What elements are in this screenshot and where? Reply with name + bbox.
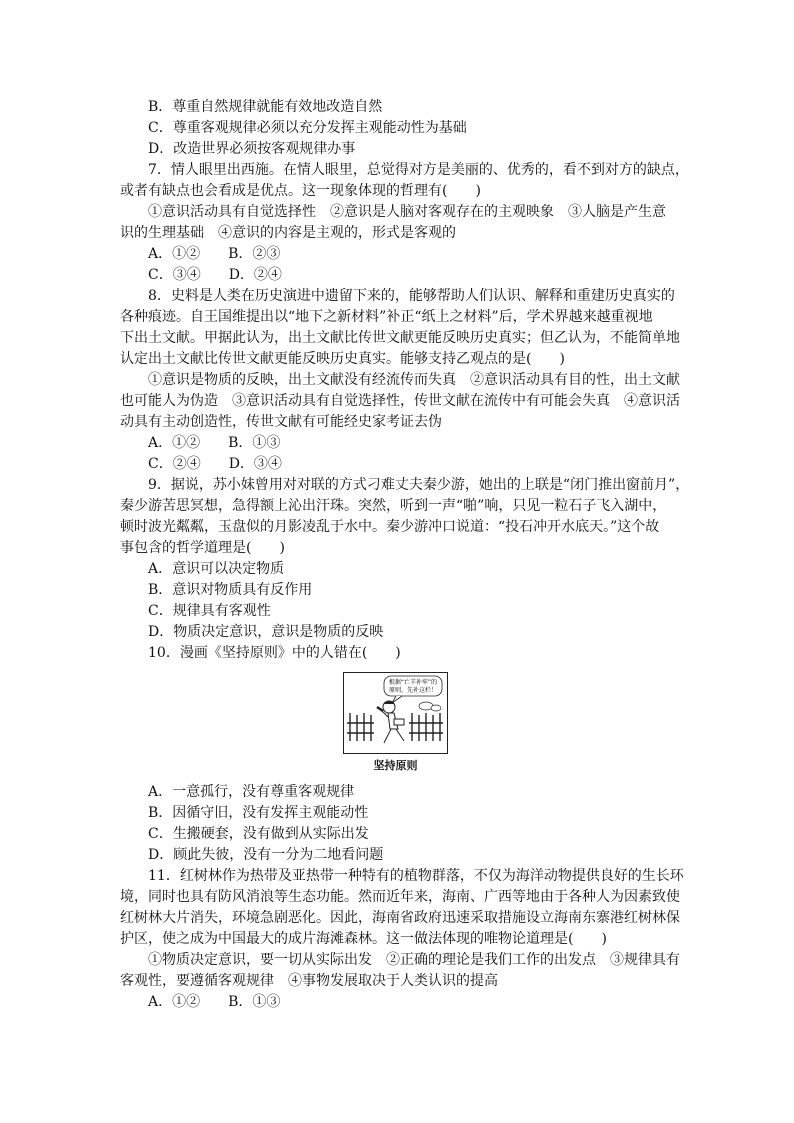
- q7-statement-line: ①意识活动具有自觉选择性 ②意识是人脑对客观存在的主观映象 ③人脑是产生意: [148, 204, 666, 220]
- man-figure: [377, 701, 404, 743]
- q7-stem-line: 7．情人眼里出西施。在情人眼里，总觉得对方是美丽的、优秀的，看不到对方的缺点，: [148, 162, 689, 178]
- q11-stem-line: 护区，使之成为中国最大的成片海滩森林。这一做法体现的唯物论道理是( ): [120, 931, 607, 947]
- q10-option-a: A．一意孤行，没有尊重客观规律: [148, 784, 355, 800]
- q10-option-b: B．因循守旧，没有发挥主观能动性: [148, 805, 369, 821]
- q8-statement-line: 也可能人为伪造 ③意识活动具有自觉选择性，传世文献在流传中有可能会失真 ④意识活: [120, 393, 680, 409]
- q10-option-d: D．顾此失彼，没有一分为二地看问题: [148, 847, 384, 863]
- q11-statement-line: ①物质决定意识，要一切从实际出发 ②正确的理论是我们工作的出发点 ③规律具有: [148, 952, 680, 968]
- q9-stem-line: 秦少游苦思冥想，急得额上沁出汗珠。突然，听到一声“啪”响，只见一粒石子飞入湖中，: [120, 498, 667, 514]
- q9-option-c: C．规律具有客观性: [148, 603, 271, 619]
- q6-option-c: C．尊重客观规律必须以充分发挥主观能动性为基础: [148, 120, 467, 136]
- q8-options-cd: C．②④ D．③④: [148, 456, 282, 472]
- q7-stem-line: 或者有缺点也会看成是优点。这一现象体现的哲理有( ): [120, 183, 481, 199]
- q10-option-c: C．生搬硬套，没有做到从实际出发: [148, 826, 369, 842]
- speech-text-line: 根据“亡羊补牢”的: [388, 679, 438, 686]
- q11-statement-line: 客观性，要遵循客观规律 ④事物发展取决于人类认识的提高: [120, 973, 498, 989]
- q7-options-cd: C．③④ D．②④: [148, 267, 282, 283]
- q9-stem-line: 9．据说，苏小妹曾用对对联的方式刁难丈夫秦少游，她出的上联是“闭门推出窗前月”，: [148, 477, 690, 493]
- q9-option-a: A．意识可以决定物质: [148, 561, 285, 577]
- q9-option-d: D．物质决定意识，意识是物质的反映: [148, 624, 384, 640]
- q11-options-ab: A．①② B．①③: [148, 994, 281, 1010]
- q9-option-b: B．意识对物质具有反作用: [148, 582, 313, 598]
- q8-statement-line: 动具有主动创造性，传世文献有可能经史家考证去伪: [120, 414, 442, 430]
- q8-stem-line: 8．史料是人类在历史演进中遗留下来的，能够帮助人们认识、解释和重建历史真实的: [148, 288, 675, 304]
- q8-stem-line: 各种痕迹。自王国维提出以“地下之新材料”补正“纸上之材料”后，学术界越来越重视地: [120, 309, 653, 325]
- q8-statement-line: ①意识是物质的反映，出土文献没有经流传而失真 ②意识活动具有目的性，出土文献: [148, 372, 680, 388]
- q9-stem-line: 事包含的哲学道理是( ): [120, 540, 285, 556]
- sheep: [419, 702, 441, 711]
- q7-options-ab: A．①② B．②③: [148, 246, 281, 262]
- cartoon-caption: 坚持原则: [373, 759, 418, 772]
- q6-option-b: B．尊重自然规律就能有效地改造自然: [148, 99, 383, 115]
- speech-text-line: 原则，先补这栏！: [388, 687, 438, 694]
- q7-statement-line: 识的生理基础 ④意识的内容是主观的，形式是客观的: [120, 225, 456, 241]
- q6-option-d: D．改造世界必须按客观规律办事: [148, 141, 356, 157]
- cartoon-drawing: [344, 673, 446, 752]
- cartoon-image: [343, 672, 448, 754]
- q10-stem: 10．漫画《坚持原则》中的人错在( ): [148, 645, 401, 661]
- q11-stem-line: 红树林大片消失，环境急剧恶化。因此，海南省政府迅速采取措施设立海南东寨港红树林保: [120, 910, 680, 926]
- q8-options-ab: A．①② B．①③: [148, 435, 281, 451]
- q9-stem-line: 顿时波光粼粼，玉盘似的月影凌乱于水中。秦少游冲口说道：“投石冲开水底天。”这个故: [120, 519, 660, 535]
- q8-stem-line: 下出土文献。甲据此认为，出土文献比传世文献更能反映历史真实；但乙认为，不能简单地: [120, 330, 680, 346]
- q8-stem-line: 认定出土文献比传世文献更能反映历史真实。能够支持乙观点的是( ): [120, 351, 565, 367]
- q11-stem-line: 11．红树林作为热带及亚热带一种特有的植物群落，不仅为海洋动物提供良好的生长环: [148, 868, 684, 884]
- speech-bubble-tail: [392, 696, 402, 703]
- q11-stem-line: 境，同时也具有防风消浪等生态功能。然而近年来，海南、广西等地由于各种人为因素致使: [120, 889, 680, 905]
